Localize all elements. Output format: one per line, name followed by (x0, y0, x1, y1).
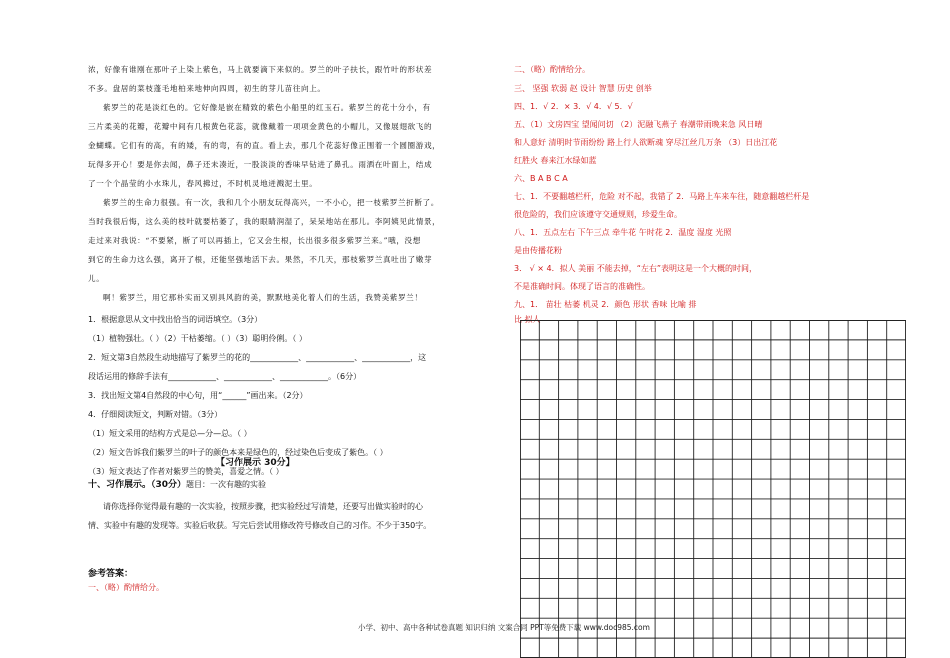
question-line: （1）短文采用的结构方式是总—分—总。（ ） (88, 429, 252, 438)
essay-topic: 题目：一次有趣的实验 (186, 480, 267, 489)
answer-line: 3． √ × 4．拟人 美丽 不能去掉，“左右”表明这是一个大概的时间， (514, 264, 757, 273)
passage-line: 三片柔美的花瓣，花瓣中间有几根黄色花蕊，就像戴着一项项金黄色的小帽儿，又像展翅欲飞的 (88, 122, 433, 131)
answer-line: 不是准确时间。体现了语言的准确性。 (514, 282, 650, 291)
passage-line: 啊！紫罗兰，用它那朴实而又别具风韵的美，默默地美化着人们的生活，我赞美紫罗兰！ (103, 293, 423, 302)
writing-grid (520, 320, 906, 658)
essay-title-row (88, 477, 266, 490)
answer-line: 三、 坚强 软弱 赵 设计 智慧 历史 创举 (514, 84, 652, 93)
passage-line: 走过来对我说：“不要紧，断了可以再插上，它又会生根，长出很多很多紫罗兰来。”哦，没想 (88, 236, 421, 245)
answer-line: 和人意好 清明时节雨纷纷 路上行人欲断魂 穿尽江丝几万条 （3）日出江花 (514, 138, 778, 147)
answer-line: 六、B A B C A (514, 174, 568, 183)
passage-line: 到它的生命力这么强，离开了根，还能坚强地活下去。果然，不几天，那枝紫罗兰真吐出了嫩芽 (88, 255, 433, 264)
question-line: 3．找出短文第4自然段的中心句，用“______”画出来。（2分） (88, 391, 308, 400)
question-line: 1．根据意思从文中找出恰当的词语填空。（3分） (88, 315, 263, 324)
passage-line: 金蝴蝶。它们有的高，有的矮，有的弯，有的直。看上去，那几个花蕊好像正围着一个圆圈游戏， (88, 141, 441, 150)
answer-line: 是由传播花粉 (514, 246, 562, 255)
answer-line: 二、（略）酌情给分。 (514, 65, 590, 74)
question-line: 段话运用的修辞手法有____________、____________、____________。（6分） (88, 372, 362, 381)
question-line: 4．仔细阅读短文，判断对错。（3分） (88, 410, 223, 419)
answer-line: 九、1． 苗壮 枯萎 机灵 2．颜色 形状 香味 比喻 排 (514, 300, 697, 309)
passage-line: 了一个个晶莹的小水珠儿，春风拂过，不时机灵地迸溅泥土里。 (88, 179, 318, 188)
passage-line: 儿。 (88, 274, 105, 283)
question-line: 2．短文第3自然段生动地描写了紫罗兰的花的____________、____________、____________，这 (88, 353, 427, 362)
passage-line: 浓，好像有谁刚在那叶子上染上紫色，马上就要滴下来似的。罗兰的叶子扶长，跟竹叶的形状差 (88, 65, 433, 74)
answer-line: 五、（1）文房四宝 望闻问切 （2）泥融飞燕子 春潮带雨晚来急 风日晴 (514, 120, 763, 129)
footer-text: 小学、初中、高中各种试卷真题 知识归纳 文案合同 PPT等免费下载 www.doc985.com (358, 623, 650, 632)
answer-line: 红胜火 春来江水绿如蓝 (514, 156, 597, 165)
passage-line: 当时我很后悔，这么美的枝叶就要枯萎了，我的眼睛润湿了，呆呆地站在那儿。李阿姨见此情景， (88, 217, 441, 226)
answer-line: 很危险的，我们应该遵守交通规则，珍爱生命。 (514, 210, 682, 219)
section-heading: 【习作展示 30分】 (216, 458, 295, 468)
essay-score: （30分） (151, 480, 187, 490)
essay-title: 十、习作展示。 (88, 480, 152, 490)
passage-line: 紫罗兰的生命力很强。有一次，我和几个小朋友玩得高兴，一不小心，把一枝紫罗兰折断了。 (103, 198, 439, 207)
answer-line: 七、1．不要翻越栏杆，危险 对不起，我错了 2．马路上车来车往，随意翻越栏杆是 (514, 192, 810, 201)
answer-heading: 参考答案： (88, 569, 134, 579)
passage-line: 玩得多开心！要是你去闻，鼻子还未凑近，一股淡淡的香味早钻进了鼻孔。雨洒在叶面上，结成 (88, 160, 433, 169)
question-line: （1）植物强壮。（ ）（2）干枯萎缩。（ ）（3）聪明伶俐。（ ） (88, 334, 307, 343)
answer-line: 八、1．五点左右 下午三点 牵牛花 午时花 2．温度 湿度 光照 (514, 228, 732, 237)
question-line: （3）短文表达了作者对紫罗兰的赞美，喜爱之情。（ ） (88, 467, 284, 476)
passage-line: 紫罗兰的花是淡红色的。它好像是嵌在精致的紫色小船里的红玉石。紫罗兰的花十分小，有 (103, 103, 431, 112)
answer-line: 比 拟人 (514, 315, 541, 324)
passage-line: 不多。盘居的菜枝蓬毛地柏来地伸向四周，初生的芽儿苗往向上。 (88, 84, 326, 93)
answer-line: 一、（略）酌情给分。 (88, 583, 164, 592)
essay-prompt-line: 情、实验中有趣的发现等。实验后收获。写完后尝试用修改符号修改自己的习作。不少于350字。 (88, 521, 432, 530)
essay-prompt-line: 请你选择你觉得最有趣的一次实验，按照步骤，把实验经过写清楚，还要写出做实验时的心 (103, 502, 423, 511)
question-line: （2）短文告诉我们紫罗兰的叶子的颜色本来是绿色的，经过染色后变成了紫色。（ ） (88, 448, 388, 457)
answer-line: 四、1．√ 2．× 3．√ 4．√ 5．√ (514, 102, 633, 111)
